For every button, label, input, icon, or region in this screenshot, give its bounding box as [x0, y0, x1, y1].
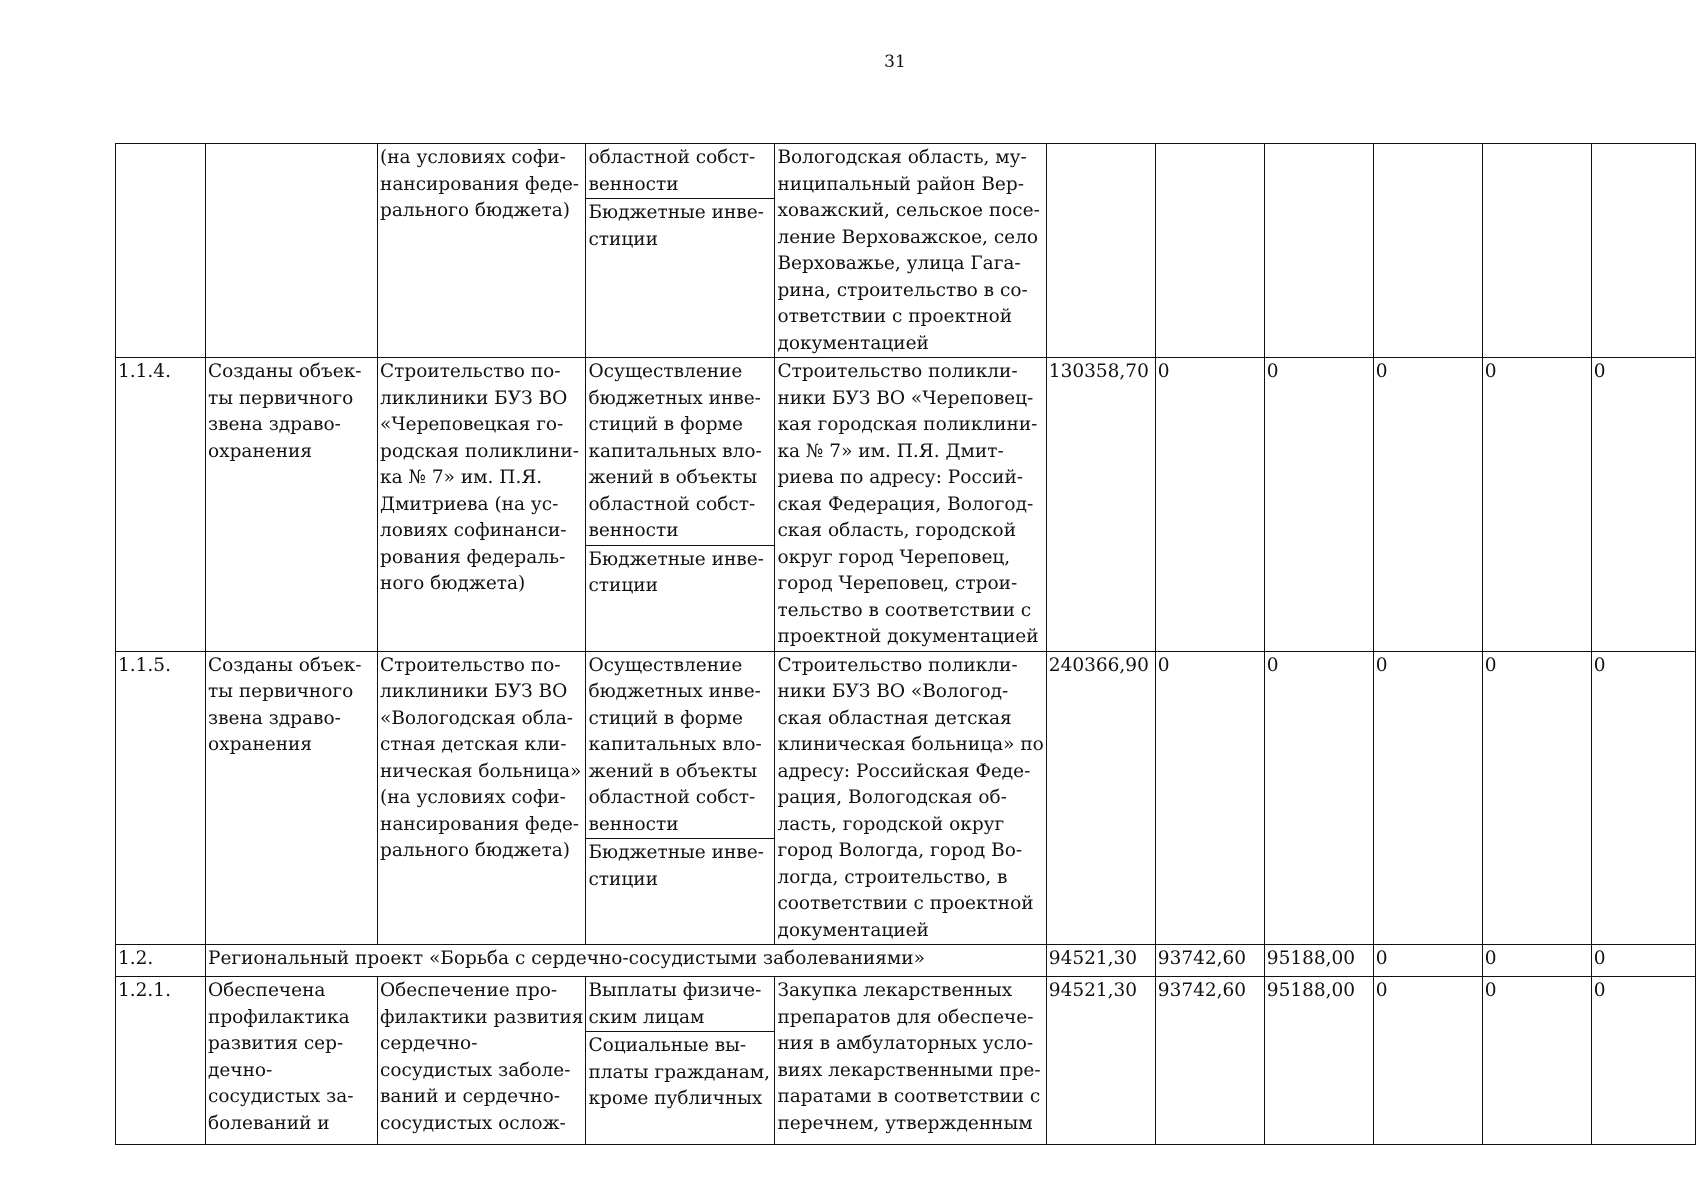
cell-number — [116, 144, 206, 358]
text-line: сердечно- — [380, 1033, 478, 1054]
text-line: рация, Вологодская об- — [777, 787, 1007, 808]
cell-object — [378, 144, 586, 358]
text-line: Бюджетные инве- — [588, 842, 764, 863]
text-line: Бюджетные инве- — [588, 548, 764, 570]
text-line: рального бюджета) — [380, 200, 570, 221]
table-row-1-1-4 — [116, 358, 1696, 652]
text-line: Бюджетные инве- — [588, 202, 764, 223]
text-line: стиций в форме — [588, 707, 743, 729]
table-row-continuation — [116, 144, 1696, 358]
cell-value — [1046, 144, 1155, 358]
table-row-1-2-1 — [116, 977, 1696, 1145]
cell-description — [775, 144, 1046, 358]
text-line: Осуществление — [588, 361, 743, 382]
text-line: округ город Череповец, — [777, 546, 1011, 568]
text-line: Строительство поликли- — [777, 361, 1018, 382]
text-line: сосудистых заболе- — [380, 1059, 571, 1081]
text-line: Дмитриева (на ус- — [380, 493, 559, 515]
text-line: областной собст- — [588, 787, 756, 808]
text-line: паратами в соответствии с — [777, 1086, 1041, 1107]
cell-value: 0 — [1373, 977, 1482, 1145]
cell-value: 94521,30 — [1046, 945, 1155, 977]
cell-value: 93742,60 — [1155, 977, 1264, 1145]
text-line: ская областная детская — [777, 707, 1012, 729]
text-line: нансирования феде- — [380, 813, 580, 835]
cell-direction — [586, 358, 775, 652]
text-line: нансирования феде- — [380, 173, 580, 195]
text-line: препаратов для обеспече- — [777, 1006, 1034, 1028]
text-line: кроме публичных — [588, 1088, 763, 1109]
text-line: ты первичного — [208, 387, 354, 409]
cell-value: 0 — [1373, 358, 1482, 652]
cell-value: 130358,70 — [1046, 358, 1155, 652]
cell-number: 1.2.1. — [116, 977, 206, 1145]
cell-value: 95188,00 — [1264, 977, 1373, 1145]
cell-description — [775, 651, 1046, 945]
text-line: болеваний и — [208, 1112, 330, 1134]
text-line: Закупка лекарственных — [777, 980, 1013, 1001]
cell-number: 1.1.4. — [116, 358, 206, 652]
text-line: дечно- — [208, 1059, 273, 1081]
text-line: сосудистых ослож- — [380, 1112, 566, 1134]
text-line: город Вологда, город Во- — [777, 840, 1023, 861]
text-line: Обеспечена — [208, 980, 326, 1001]
cell-value: 0 — [1591, 945, 1695, 977]
text-line: проектной документацией — [777, 626, 1039, 647]
cell-value: 0 — [1591, 977, 1695, 1145]
text-line: стиции — [588, 228, 658, 250]
text-line: (на условиях софи- — [380, 787, 566, 808]
text-line: венности — [588, 520, 679, 541]
cell-result — [206, 358, 378, 652]
text-line: Созданы объек- — [208, 361, 362, 382]
text-line: Социальные вы- — [588, 1035, 747, 1056]
text-line: рального бюджета) — [380, 840, 570, 861]
text-line: профилактика — [208, 1006, 350, 1028]
text-line: документацией — [777, 332, 929, 354]
text-line: кая городская поликлини- — [777, 414, 1038, 435]
text-line: ликлиники БУЗ ВО — [380, 681, 568, 702]
text-line: жений в объекты — [588, 467, 758, 488]
text-line: ликлиники БУЗ ВО — [380, 387, 568, 409]
cell-value: 93742,60 — [1155, 945, 1264, 977]
text-line: ваний и сердечно- — [380, 1086, 560, 1107]
page-number: 31 — [884, 52, 906, 72]
cell-value — [1591, 144, 1695, 358]
cell-value: 0 — [1373, 651, 1482, 945]
text-line: областной собст- — [588, 493, 756, 515]
cell-direction — [586, 977, 775, 1145]
cell-value: 0 — [1482, 358, 1591, 652]
cell-value: 0 — [1482, 945, 1591, 977]
cell-value: 95188,00 — [1264, 945, 1373, 977]
text-line: ская Федерация, Вологод- — [777, 493, 1034, 515]
text-line: Вологодская область, му- — [777, 147, 1027, 168]
text-line: развития сер- — [208, 1033, 344, 1054]
cell-value: 0 — [1155, 358, 1264, 652]
cell-value: 240366,90 — [1046, 651, 1155, 945]
cell-project-title: Региональный проект «Борьба с сердечно-сосудистыми заболеваниями» — [206, 945, 1047, 977]
text-line: бюджетных инве- — [588, 387, 761, 409]
cell-result — [206, 651, 378, 945]
table-row-1-2 — [116, 945, 1696, 977]
cell-description — [775, 977, 1046, 1145]
text-line: Строительство по- — [380, 654, 561, 676]
cell-object — [378, 358, 586, 652]
text-line: звена здраво- — [208, 414, 341, 435]
cell-result — [206, 977, 378, 1145]
text-line: сосудистых за- — [208, 1086, 354, 1107]
text-line: стиций в форме — [588, 414, 743, 435]
text-line: стная детская кли- — [380, 734, 567, 755]
text-line: ховажский, сельское посе- — [777, 200, 1040, 221]
text-line: областной собст- — [588, 147, 756, 168]
text-line: логда, строительство, в — [777, 866, 1008, 888]
text-line: ники БУЗ ВО «Череповец- — [777, 387, 1034, 409]
cell-value: 94521,30 — [1046, 977, 1155, 1145]
cell-value — [1482, 144, 1591, 358]
text-line: «Вологодская обла- — [380, 707, 573, 729]
text-line: ласть, городской округ — [777, 813, 1005, 835]
text-line: ты первичного — [208, 681, 354, 702]
text-line: стиции — [588, 868, 658, 890]
cell-value — [1155, 144, 1264, 358]
text-line: адресу: Российская Феде- — [777, 760, 1031, 782]
text-line: охранения — [208, 734, 313, 755]
text-line: Верховажье, улица Гага- — [777, 253, 1021, 274]
text-line: капитальных вло- — [588, 440, 762, 462]
cell-value: 0 — [1155, 651, 1264, 945]
text-line: ловиях софинанси- — [380, 520, 567, 541]
text-line: ного бюджета) — [380, 573, 526, 594]
text-line: ниципальный район Вер- — [777, 173, 1024, 195]
cell-value: 0 — [1591, 651, 1695, 945]
text-line: звена здраво- — [208, 707, 341, 729]
text-line: тельство в соответствии с — [777, 599, 1032, 621]
text-line: венности — [588, 173, 679, 195]
text-line: виях лекарственными пре- — [777, 1059, 1041, 1081]
cell-number: 1.2. — [116, 945, 206, 977]
text-line: родская поликлини- — [380, 440, 579, 462]
table-row-1-1-5 — [116, 651, 1696, 945]
budget-table — [115, 143, 1696, 1145]
text-line: ская область, городской — [777, 520, 1017, 541]
cell-direction — [586, 651, 775, 945]
text-line: охранения — [208, 440, 313, 462]
cell-value: 0 — [1264, 358, 1373, 652]
text-line: Строительство поликли- — [777, 654, 1018, 676]
cell-value — [1264, 144, 1373, 358]
cell-value: 0 — [1591, 358, 1695, 652]
text-line: рования федераль- — [380, 546, 566, 568]
cell-value: 0 — [1264, 651, 1373, 945]
text-line: ники БУЗ ВО «Вологод- — [777, 681, 1009, 702]
text-line: платы гражданам, — [588, 1061, 771, 1083]
text-line: ния в амбулаторных усло- — [777, 1033, 1034, 1054]
text-line: капитальных вло- — [588, 734, 762, 755]
text-line: ответствии с проектной — [777, 306, 1013, 327]
text-line: документацией — [777, 919, 929, 941]
text-line: город Череповец, строи- — [777, 573, 1018, 594]
cell-value: 0 — [1482, 651, 1591, 945]
cell-number: 1.1.5. — [116, 651, 206, 945]
text-line: жений в объекты — [588, 760, 758, 782]
text-line: ническая больница» — [380, 760, 582, 782]
text-line: ским лицам — [588, 1006, 705, 1028]
text-line: соответствии с проектной — [777, 893, 1034, 914]
cell-direction — [586, 144, 775, 358]
cell-object — [378, 977, 586, 1145]
cell-value: 0 — [1373, 945, 1482, 977]
cell-value: 0 — [1482, 977, 1591, 1145]
text-line: Осуществление — [588, 654, 743, 676]
text-line: ка № 7» им. П.Я. Дмит- — [777, 440, 1004, 462]
cell-description — [775, 358, 1046, 652]
text-line: филактики развития — [380, 1006, 584, 1028]
text-line: перечнем, утвержденным — [777, 1112, 1033, 1134]
cell-object — [378, 651, 586, 945]
text-line: рина, строительство в со- — [777, 279, 1028, 301]
text-line: венности — [588, 813, 679, 835]
text-line: ление Верховажское, село — [777, 226, 1039, 248]
text-line: Выплаты физиче- — [588, 980, 762, 1001]
text-line: «Череповецкая го- — [380, 414, 564, 435]
cell-value — [1373, 144, 1482, 358]
text-line: клиническая больница» по — [777, 734, 1044, 755]
text-line: Обеспечение про- — [380, 980, 558, 1001]
text-line: Строительство по- — [380, 361, 561, 382]
text-line: стиции — [588, 575, 658, 596]
cell-result — [206, 144, 378, 358]
text-line: (на условиях софи- — [380, 147, 566, 168]
text-line: ка № 7» им. П.Я. — [380, 467, 543, 488]
text-line: Созданы объек- — [208, 654, 362, 676]
text-line: бюджетных инве- — [588, 681, 761, 702]
text-line: риева по адресу: Россий- — [777, 467, 1024, 488]
